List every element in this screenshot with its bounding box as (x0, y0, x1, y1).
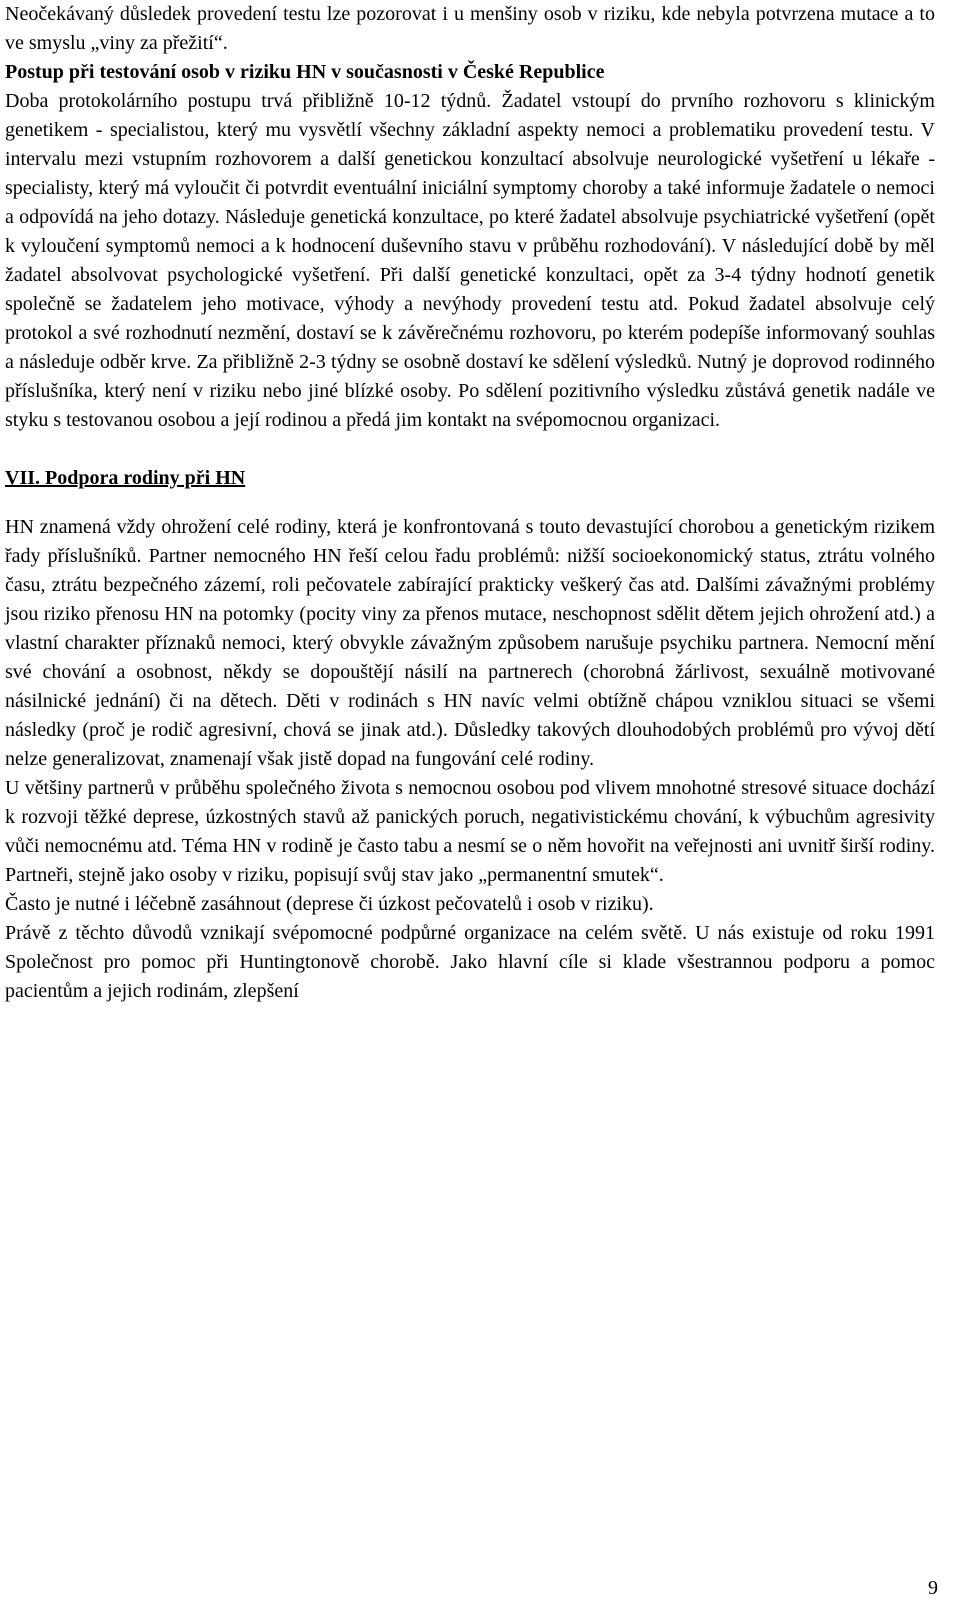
section-paragraph-4: Právě z těchto důvodů vznikají svépomocné podpůrné organizace na celém světě. U nás existuje od roku 1991 Společnost pro pomoc při Huntingtonově chorobě. Jako hlavní cíle si klade všestrannou podporu a pomoc pacientům a jejich rodinám, zlepšení (5, 922, 935, 1002)
section-paragraph-1: HN znamená vždy ohrožení celé rodiny, která je konfrontovaná s touto devastující chorobou a genetickým rizikem řady příslušníků. Partner nemocného HN řeší celou řadu problémů: nižší socioekonomický status, ztrátu volného času, ztrátu bezpečného zázemí, roli pečovatele zabírající prakticky veškerý čas atd. Dalšími závažnými problémy jsou riziko přenosu HN na potomky (pocity viny za přenos mutace, neschopnost sdělit dětem jejich ohrožení atd.) a vlastní charakter příznaků nemoci, který obvykle závažným způsobem narušuje psychiku partnera. Nemocní mění své chování a osobnost, někdy se dopouštějí násilí na partnerech (chorobná žárlivost, sexuálně motivované násilnické jednání) či na dětech. Děti v rodinách s HN navíc velmi obtížně chápou vzniklou situaci se všemi následky (proč je rodič agresivní, chová se jinak atd.). Důsledky takových dlouhodobých problémů pro vývoj dětí nelze generalizovat, znamenají však jistě dopad na fungování celé rodiny. (5, 516, 935, 770)
section-paragraph-3: Často je nutné i léčebně zasáhnout (deprese či úzkost pečovatelů i osob v riziku). (5, 893, 654, 915)
section-heading: VII. Podpora rodiny při HN (5, 467, 246, 489)
page-number: 9 (928, 1577, 938, 1599)
testing-heading: Postup při testování osob v riziku HN v současnosti v České Republice (5, 61, 605, 83)
intro-paragraph: Neočekávaný důsledek provedení testu lze pozorovat i u menšiny osob v riziku, kde nebyla potvrzena mutace a to ve smyslu „viny za přežití“. (5, 3, 935, 54)
testing-paragraph: Doba protokolárního postupu trvá přibližně 10-12 týdnů. Žadatel vstoupí do prvního rozhovoru s klinickým genetikem - specialistou, který mu vysvětlí všechny základní aspekty nemoci a problematiku provedení testu. V intervalu mezi vstupním rozhovorem a další genetickou konzultací absolvuje neurologické vyšetření u lékaře - specialisty, který má vyloučit či potvrdit eventuální iniciální symptomy choroby a také informuje žadatele o nemoci a odpovídá na jeho dotazy. Následuje genetická konzultace, po které žadatel absolvuje psychiatrické vyšetření (opět k vyloučení symptomů nemoci a k hodnocení duševního stavu v průběhu rozhodování). V následující době by měl žadatel absolvovat psychologické vyšetření. Při další genetické konzultaci, opět za 3-4 týdny hodnotí genetik společně se žadatelem jeho motivace, výhody a nevýhody provedení testu atd. Pokud žadatel absolvuje celý protokol a své rozhodnutí nezmění, dostaví se k závěrečnému rozhovoru, po kterém podepíše informovaný souhlas a následuje odběr krve. Za přibližně 2-3 týdny se osobně dostaví ke sdělení výsledků. Nutný je doprovod rodinného příslušníka, který není v riziku nebo jiné blízké osoby. Po sdělení pozitivního výsledku zůstává genetik nadále ve styku s testovanou osobou a její rodinou a předá jim kontakt na svépomocnou organizaci. (5, 90, 935, 431)
document-page (5, 0, 935, 1006)
section-paragraph-2: U většiny partnerů v průběhu společného života s nemocnou osobou pod vlivem mnohotné stresové situace dochází k rozvoji těžké deprese, úzkostných stavů až panických poruch, negativistickému chování, k výbuchům agresivity vůči nemocnému atd. Téma HN v rodině je často tabu a nesmí se o něm hovořit na veřejnosti ani uvnitř širší rodiny. Partneři, stejně jako osoby v riziku, popisují svůj stav jako „permanentní smutek“. (5, 777, 935, 886)
